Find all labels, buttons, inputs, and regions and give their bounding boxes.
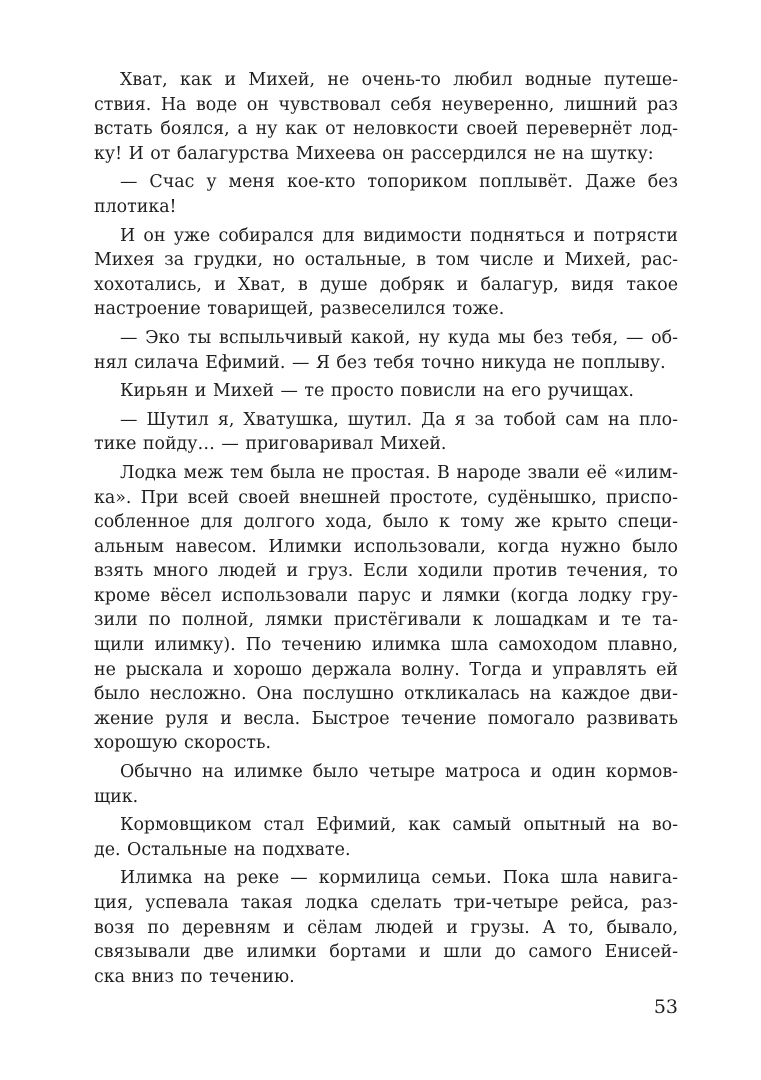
text-line: Кормовщиком стал Ефимий, как самый опытный на во- [120,815,678,836]
text-line: ска вниз по течению. [94,966,295,987]
text-line: — Счас у меня кое-кто топориком поплывёт. Даже без [120,172,678,193]
paragraph [94,379,678,404]
text-line: щик. [94,786,139,807]
text-line: Хват, как и Михей, не очень-то любил водные путеше- [120,70,678,90]
text-line: — Шутил я, Хватушка, шутил. Да я за тобой сам на пло- [120,409,678,430]
text-line: не рыскала и хорошо держала волну. Тогда и управлять ей [94,659,678,680]
text-line: взять много людей и груз. Если ходили против течения, то [94,561,678,582]
text-line: плотика! [94,196,177,217]
text-line: возя по деревням и сёлам людей и грузы. А то, бывало, [94,917,678,938]
paragraph [94,813,678,862]
page-number: 53 [653,996,678,1018]
text-line: было несложно. Она послушно откликалась на каждое дви- [94,684,678,705]
text-line: Обычно на илимке было четыре матроса и один кормов- [120,762,678,783]
text-line: ствия. На воде он чувствовал себя неуверенно, лишний раз [94,94,678,115]
paragraph [94,68,678,166]
paragraph [94,461,678,756]
text-line: кроме вёсел использовали парус и лямки (когда лодку гру- [94,585,678,606]
paragraph [94,760,678,809]
text-line: собленное для долгого хода, было к тому же крыто специ- [94,512,678,533]
text-line: де. Остальные на подхвате. [94,839,351,860]
text-line: настроение товарищей, развеселился тоже. [94,299,505,320]
text-line: щили илимку). По течению илимка шла самоходом плавно, [94,635,678,656]
text-line: тике пойду… — приговаривал Михей. [94,434,447,455]
text-line: хохотались, и Хват, в душе добряк и балагур, видя такое [94,274,678,295]
text-line: жение руля и весла. Быстрое течение помогало развивать [94,708,678,729]
paragraph [94,326,678,375]
text-line: И он уже собирался для видимости подняться и потрясти [120,225,678,246]
text-line: связывали две илимки бортами и шли до самого Енисей- [94,942,678,963]
text-line: встать боялся, а ну как от неловкости своей перевернёт лод- [94,119,678,140]
text-line: — Эко ты вспыльчивый какой, ну куда мы без тебя, — об- [120,327,678,348]
paragraph [94,170,678,219]
text-line: хорошую скорость. [94,733,271,754]
text-line: ка». При всей своей внешней простоте, судёнышко, приспо- [94,487,678,508]
text-line: ция, успевала такая лодка сделать три-четыре рейса, раз- [94,893,678,913]
text-line: альным навесом. Илимки использовали, когда нужно было [94,536,678,557]
text-line: ку! И от балагурства Михеева он рассердился не на шутку: [94,143,654,164]
text-line: Илимка на реке — кормилица семьи. Пока шла навига- [120,868,678,889]
text-line: Михея за грудки, но остальные, в том числе и Михей, рас- [94,250,678,271]
paragraph [94,224,678,322]
text-line: зили по полной, лямки пристёгивали к лошадкам и те та- [94,610,678,631]
body-text [94,68,678,989]
text-line: Кирьян и Михей — те просто повисли на его ручищах. [120,381,634,402]
paragraph [94,408,678,457]
text-line: нял силача Ефимий. — Я без тебя точно никуда не поплыву. [94,352,666,373]
paragraph [94,866,678,989]
text-line: Лодка меж тем была не простая. В народе звали её «илим- [120,462,678,483]
